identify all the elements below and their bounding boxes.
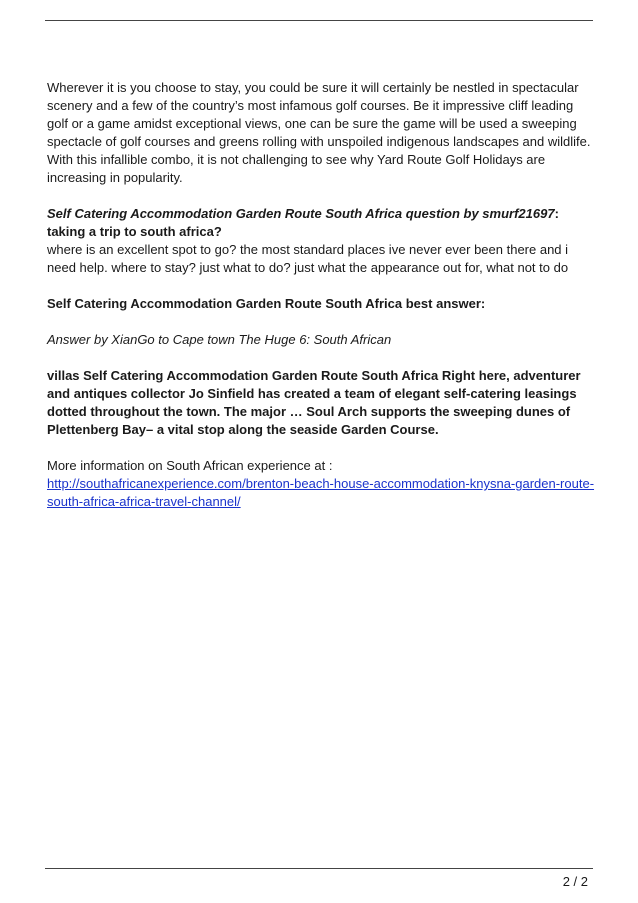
more-info-link[interactable]: http://southafricanexperience.com/brenton-beach-house-accommodation-knysna-garden-route-south-africa-africa-travel-channel/: [47, 476, 595, 509]
page-number: 2 / 2: [562, 874, 588, 889]
question-title: taking a trip to south africa?: [47, 224, 222, 239]
document-body: [47, 79, 595, 511]
header-rule: [45, 20, 593, 21]
spacer: [47, 277, 595, 295]
more-info-label: More information on South African experience at :: [47, 458, 333, 473]
question-colon: :: [554, 206, 559, 221]
intro-paragraph: Wherever it is you choose to stay, you could be sure it will certainly be nestled in spectacular scenery and a few of the country’s most infamous golf courses. Be it impressive cliff leading golf or a game amidst exceptional views, one can be sure the game will be used a sweeping spectacle of golf courses and greens rolling with unspoiled indigenous landscapes and wildlife. With this infallible combo, it is not challenging to see why Yard Route Golf Holidays are increasing in popularity.: [47, 80, 591, 185]
question-text: where is an excellent spot to go? the most standard places ive never ever been there and i need help. where to stay? just what to do? just what the appearance out for, what not to do: [47, 242, 569, 275]
question-heading: Self Catering Accommodation Garden Route South Africa question by smurf21697: [47, 206, 555, 221]
footer-rule: [45, 868, 593, 869]
answer-text: villas Self Catering Accommodation Garden Route South Africa Right here, adventurer and antiques collector Jo Sinfield has created a team of elegant self-catering leasings dotted throughout the town. The major … Soul Arch supports the sweeping dunes of Plettenberg Bay– a vital stop along the seaside Garden Course.: [47, 368, 581, 437]
more-info-block: [47, 457, 595, 511]
answer-by-line: Answer by XianGo to Cape town The Huge 6: South African: [47, 332, 392, 347]
best-answer-heading: Self Catering Accommodation Garden Route South Africa best answer:: [47, 296, 486, 311]
question-block: [47, 205, 595, 277]
